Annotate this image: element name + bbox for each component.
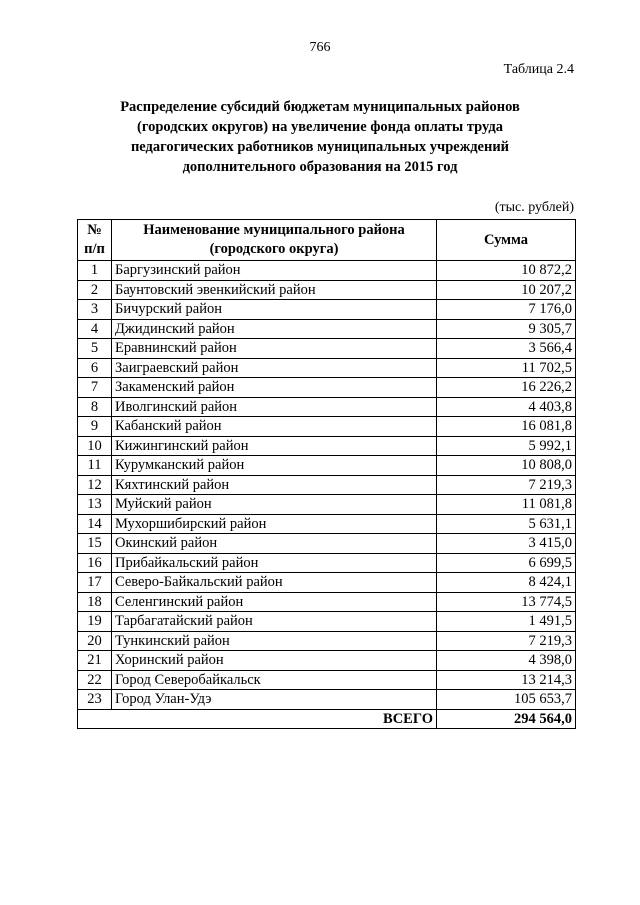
table-row <box>78 514 576 534</box>
row-num: 16 <box>78 553 112 573</box>
table-row <box>78 475 576 495</box>
table-row <box>78 378 576 398</box>
row-num: 9 <box>78 417 112 437</box>
row-sum: 4 398,0 <box>437 651 576 671</box>
table-row <box>78 631 576 651</box>
row-sum: 10 872,2 <box>437 261 576 281</box>
row-name: Город Улан-Удэ <box>112 690 437 710</box>
row-num: 4 <box>78 319 112 339</box>
table-row <box>78 319 576 339</box>
row-sum: 9 305,7 <box>437 319 576 339</box>
row-num: 14 <box>78 514 112 534</box>
row-num: 5 <box>78 339 112 359</box>
row-name: Еравнинский район <box>112 339 437 359</box>
header-name: Наименование муниципального района (городского округа) <box>112 220 437 261</box>
row-num: 1 <box>78 261 112 281</box>
row-name: Джидинский район <box>112 319 437 339</box>
row-sum: 13 774,5 <box>437 592 576 612</box>
row-num: 2 <box>78 280 112 300</box>
row-sum: 105 653,7 <box>437 690 576 710</box>
table-row <box>78 534 576 554</box>
row-sum: 3 566,4 <box>437 339 576 359</box>
row-num: 6 <box>78 358 112 378</box>
row-sum: 10 207,2 <box>437 280 576 300</box>
row-num: 8 <box>78 397 112 417</box>
table-row <box>78 670 576 690</box>
row-num: 22 <box>78 670 112 690</box>
table-row <box>78 495 576 515</box>
row-sum: 7 219,3 <box>437 631 576 651</box>
table-row <box>78 339 576 359</box>
row-name: Окинский район <box>112 534 437 554</box>
page-number: 766 <box>309 40 331 55</box>
row-sum: 10 808,0 <box>437 456 576 476</box>
row-name: Тарбагатайский район <box>112 612 437 632</box>
row-sum: 11 081,8 <box>437 495 576 515</box>
row-name: Селенгинский район <box>112 592 437 612</box>
table-body <box>78 261 576 710</box>
row-num: 12 <box>78 475 112 495</box>
table-row <box>78 592 576 612</box>
row-num: 7 <box>78 378 112 398</box>
row-sum: 7 219,3 <box>437 475 576 495</box>
total-label: ВСЕГО <box>78 709 437 729</box>
row-num: 11 <box>78 456 112 476</box>
row-name: Тункинский район <box>112 631 437 651</box>
row-num: 17 <box>78 573 112 593</box>
table-row <box>78 651 576 671</box>
row-name: Бичурский район <box>112 300 437 320</box>
row-num: 19 <box>78 612 112 632</box>
total-sum: 294 564,0 <box>437 709 576 729</box>
row-name: Кижингинский район <box>112 436 437 456</box>
row-name: Закаменский район <box>112 378 437 398</box>
row-sum: 3 415,0 <box>437 534 576 554</box>
row-sum: 5 992,1 <box>437 436 576 456</box>
table-row <box>78 358 576 378</box>
table-header-row <box>78 220 576 261</box>
row-name: Баргузинский район <box>112 261 437 281</box>
row-sum: 6 699,5 <box>437 553 576 573</box>
row-sum: 8 424,1 <box>437 573 576 593</box>
row-name: Северо-Байкальский район <box>112 573 437 593</box>
table-row <box>78 397 576 417</box>
row-sum: 13 214,3 <box>437 670 576 690</box>
row-num: 20 <box>78 631 112 651</box>
table-row <box>78 417 576 437</box>
row-sum: 7 176,0 <box>437 300 576 320</box>
row-name: Заиграевский район <box>112 358 437 378</box>
row-name: Город Северобайкальск <box>112 670 437 690</box>
row-sum: 11 702,5 <box>437 358 576 378</box>
table-row <box>78 456 576 476</box>
row-sum: 5 631,1 <box>437 514 576 534</box>
row-sum: 16 081,8 <box>437 417 576 437</box>
table-row <box>78 261 576 281</box>
row-num: 23 <box>78 690 112 710</box>
row-num: 13 <box>78 495 112 515</box>
row-num: 3 <box>78 300 112 320</box>
subsidy-table <box>77 219 576 729</box>
row-name: Курумканский район <box>112 456 437 476</box>
row-name: Мухоршибирский район <box>112 514 437 534</box>
document-title: Распределение субсидий бюджетам муниципальных районов (городских округов) на увеличение фонда оплаты труда педагогических работников муниципальных учреждений дополнительного образования на 2015 год <box>120 99 520 175</box>
row-name: Муйский район <box>112 495 437 515</box>
row-name: Кабанский район <box>112 417 437 437</box>
header-sum: Сумма <box>437 220 576 261</box>
row-name: Баунтовский эвенкийский район <box>112 280 437 300</box>
row-name: Хоринский район <box>112 651 437 671</box>
table-row <box>78 612 576 632</box>
table-label: Таблица 2.4 <box>503 62 574 77</box>
table-row <box>78 300 576 320</box>
table-row <box>78 553 576 573</box>
row-sum: 16 226,2 <box>437 378 576 398</box>
row-sum: 4 403,8 <box>437 397 576 417</box>
row-num: 10 <box>78 436 112 456</box>
row-name: Иволгинский район <box>112 397 437 417</box>
row-num: 21 <box>78 651 112 671</box>
units-label: (тыс. рублей) <box>494 200 574 215</box>
table-row <box>78 690 576 710</box>
table-row <box>78 573 576 593</box>
total-row <box>78 709 576 729</box>
row-name: Прибайкальский район <box>112 553 437 573</box>
row-name: Кяхтинский район <box>112 475 437 495</box>
table-row <box>78 280 576 300</box>
row-sum: 1 491,5 <box>437 612 576 632</box>
header-num: № п/п <box>78 220 112 261</box>
table-row <box>78 436 576 456</box>
row-num: 18 <box>78 592 112 612</box>
row-num: 15 <box>78 534 112 554</box>
